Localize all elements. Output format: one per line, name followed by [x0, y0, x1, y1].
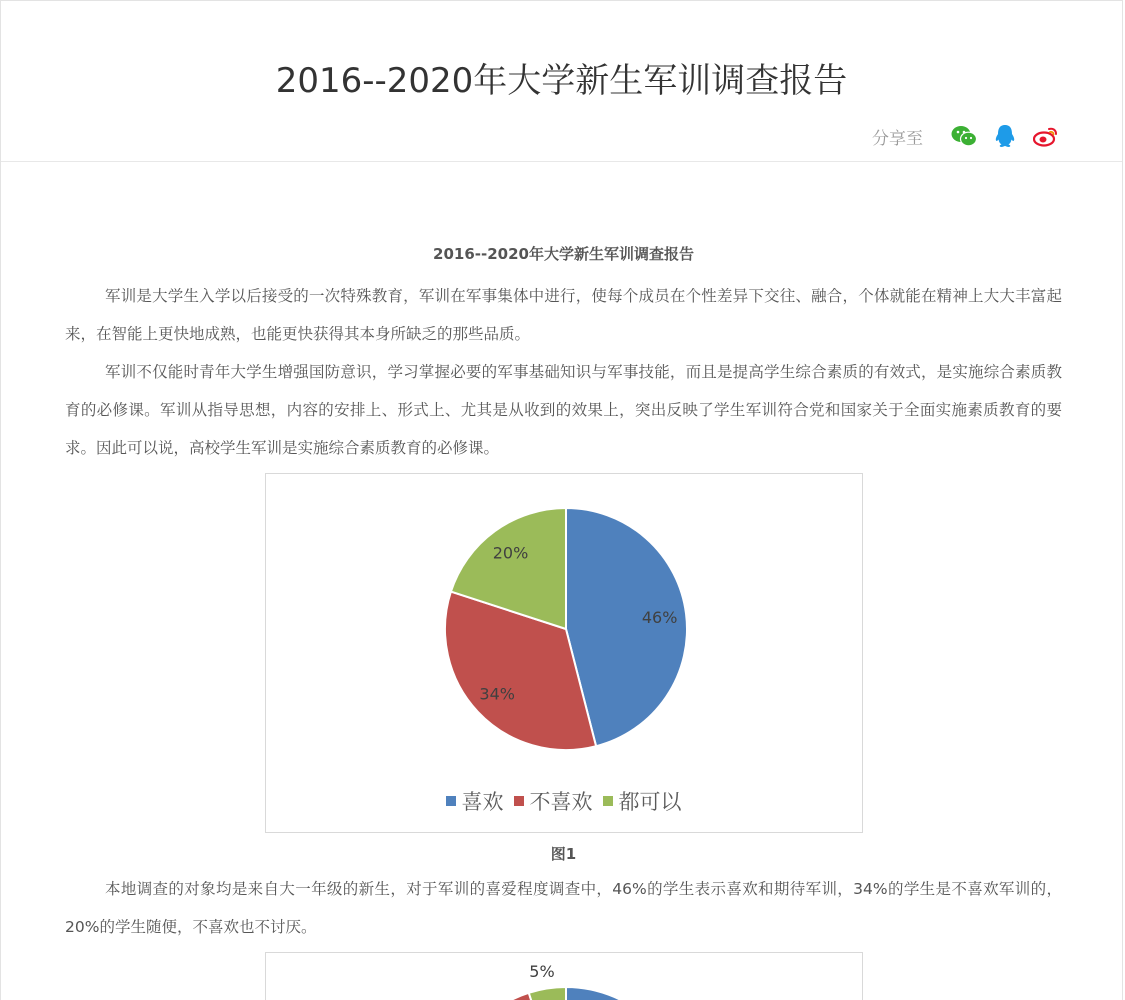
pie-data-label: 5%: [528, 962, 555, 981]
pie-chart: [266, 474, 862, 774]
page-header: [1, 1, 1122, 162]
pie-slice-a: [566, 987, 654, 1000]
page-title: 2016--2020年大学新生军训调查报告: [275, 61, 848, 101]
legend-item: [446, 786, 504, 816]
chart-legend: [266, 786, 862, 816]
paragraph: 军训是大学生入学以后接受的一次特殊教育，军训在军事集体中进行，使每个成员在个性差异下交往、融合，个体就能在精神上大大丰富起来，在智能上更快地成熟，也能更快获得其本身所缺乏的那些品质。: [65, 287, 1062, 343]
legend-item: [603, 786, 682, 816]
qq-share-button[interactable]: [991, 123, 1019, 149]
wechat-share-button[interactable]: [950, 123, 978, 149]
share-bar: [872, 123, 1060, 149]
legend-item: [514, 786, 593, 816]
figure-1-chart: [265, 473, 863, 833]
pie-data-label: 20%: [492, 543, 528, 563]
article: [65, 241, 1062, 1000]
qq-icon: [994, 124, 1016, 148]
paragraph: 军训不仅能时青年大学生增强国防意识，学习掌握必要的军事基础知识与军事技能，而且是提高学生综合素质的有效式，是实施综合素质教育的必修课。军训从指导思想，内容的安排上、形式上、尤其是从收到的效果上，突出反映了学生军训符合党和国家关于全面实施素质教育的要求。因此可以说，高校学生军训是实施综合素质教育的必修课。: [65, 363, 1062, 457]
legend-label: 不喜欢: [529, 790, 593, 814]
pie-chart-partial: [266, 953, 862, 1000]
legend-label: 喜欢: [461, 790, 504, 814]
pie-data-label: 46%: [641, 608, 677, 628]
legend-swatch: [603, 796, 613, 806]
figure-caption: 图1: [550, 845, 577, 863]
paragraph: 本地调查的对象均是来自大一年级的新生，对于军训的喜爱程度调查中，46%的学生表示喜欢和期待军训，34%的学生是不喜欢军训的，20%的学生随便，不喜欢也不讨厌。: [65, 880, 1062, 936]
wechat-icon: [951, 125, 977, 147]
legend-swatch: [514, 796, 524, 806]
pie-data-label: 34%: [478, 684, 515, 704]
weibo-share-button[interactable]: [1032, 123, 1060, 149]
figure-2-chart: [265, 952, 863, 1000]
legend-label: 都可以: [618, 790, 682, 814]
pie-slice-c: [528, 987, 565, 1000]
article-title: 2016--2020年大学新生军训调查报告: [433, 245, 694, 263]
weibo-icon: [1033, 125, 1059, 147]
share-label: 分享至: [872, 128, 923, 149]
legend-swatch: [446, 796, 456, 806]
